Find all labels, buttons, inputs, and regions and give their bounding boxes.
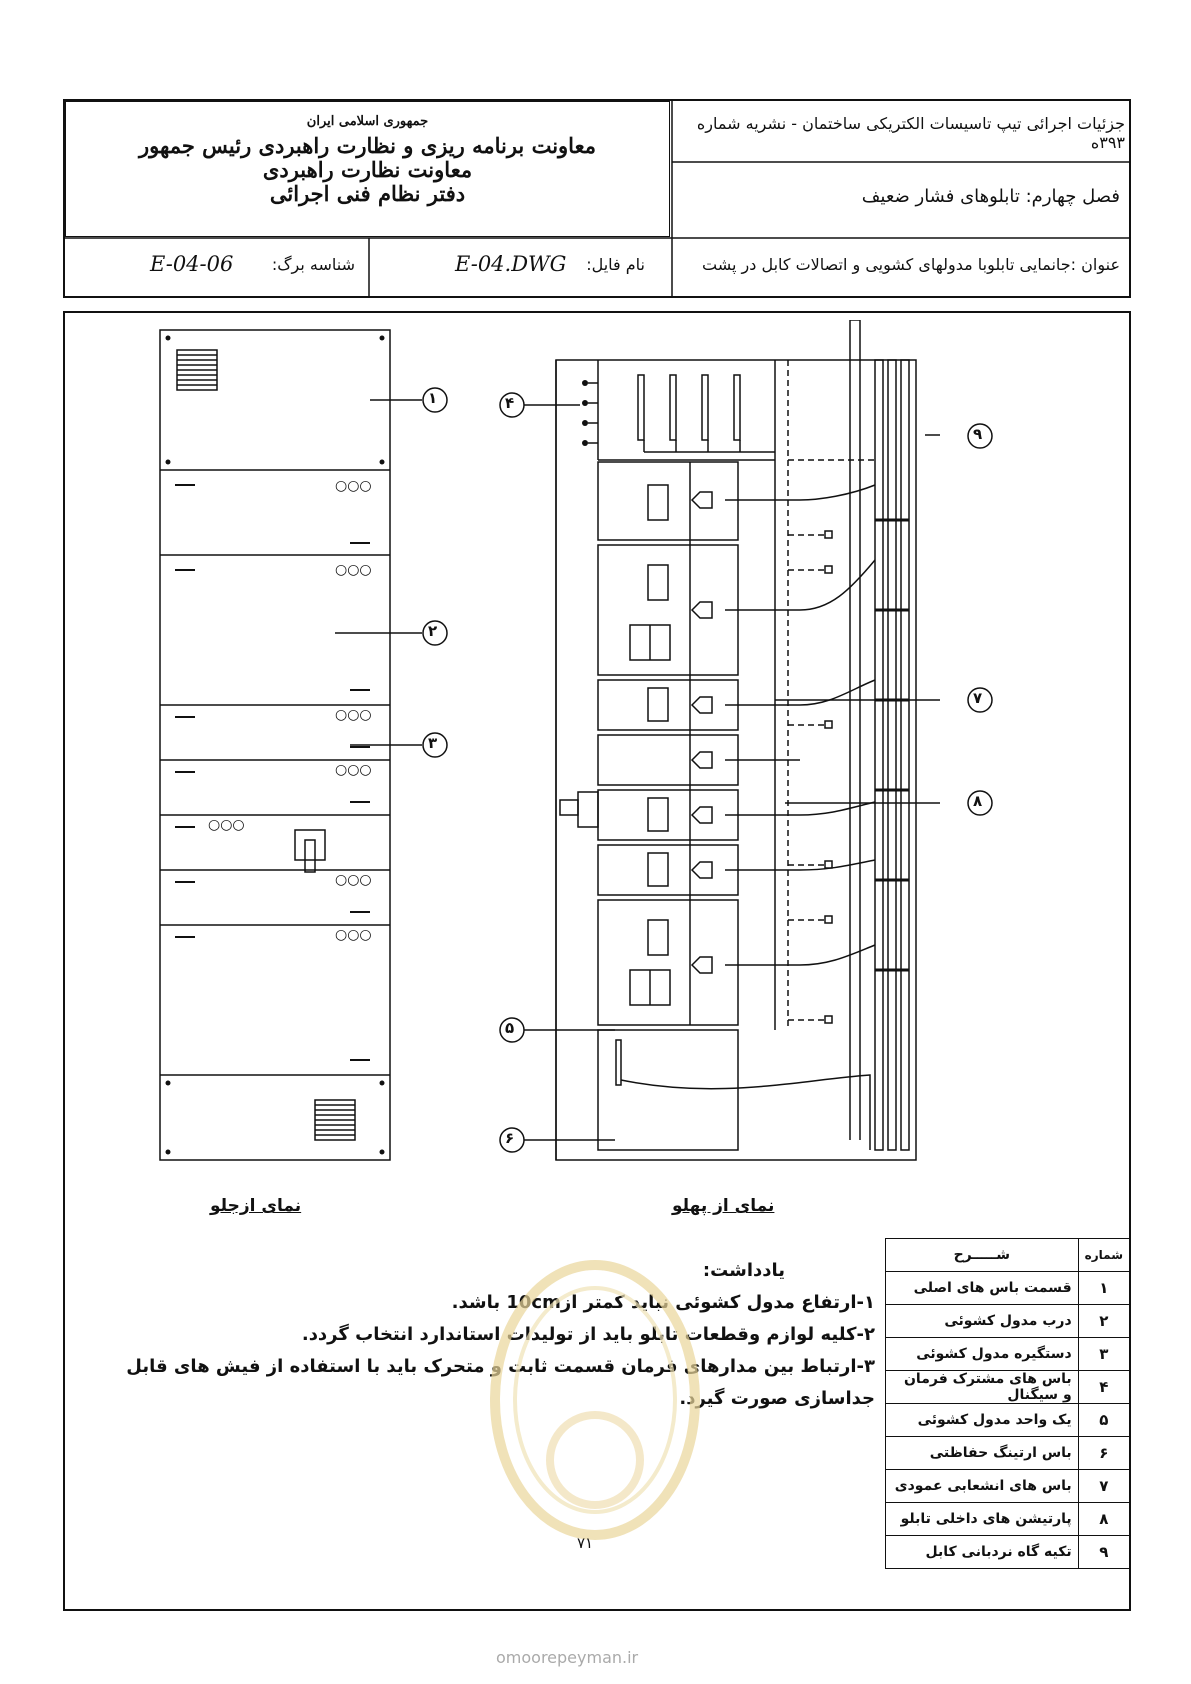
indicator-lamps: ○○○ — [335, 762, 372, 778]
callout-4: ۴ — [505, 394, 515, 412]
side-view-caption: نمای از پهلو — [672, 1196, 775, 1216]
org-line-1: معاونت برنامه ریزی و نظارت راهبردی رئیس جمهور — [139, 133, 596, 158]
legend-desc: باس های مشترک فرمان و سیگنال — [886, 1371, 1079, 1404]
legend-num: ۹ — [1078, 1536, 1129, 1569]
indicator-lamps: ○○○ — [335, 707, 372, 723]
legend-desc: یک واحد مدول کشوئی — [886, 1404, 1079, 1437]
watermark-url: omoorepeyman.ir — [496, 1648, 639, 1667]
indicator-lamps: ○○○ — [335, 562, 372, 578]
legend-desc: تکیه گاه نردبانی کابل — [886, 1536, 1079, 1569]
callout-8: ۸ — [973, 792, 983, 810]
legend-row — [886, 1470, 1130, 1503]
legend-header-num: شماره — [1078, 1239, 1129, 1272]
legend-row — [886, 1503, 1130, 1536]
indicator-lamps: ○○○ — [335, 927, 372, 943]
indicator-lamps: ○○○ — [208, 817, 245, 833]
chapter-title: فصل چهارم: تابلوهای فشار ضعیف — [861, 186, 1120, 207]
legend-num: ۱ — [1078, 1272, 1129, 1305]
side-view — [520, 320, 940, 1230]
notes-title: یادداشت: — [702, 1260, 785, 1281]
front-view-caption: نمای ازجلو — [210, 1196, 302, 1216]
subject-title: عنوان :جانمایی تابلوبا مدولهای کشویی و اتصالات کابل در پشت — [701, 255, 1120, 274]
callout-6: ۶ — [505, 1129, 515, 1147]
legend-num: ۶ — [1078, 1437, 1129, 1470]
legend-num: ۲ — [1078, 1305, 1129, 1338]
sheet-value: E-04-06 — [150, 252, 234, 276]
legend-num: ۵ — [1078, 1404, 1129, 1437]
legend-row — [886, 1536, 1130, 1569]
org-line-2: معاونت نظارت راهبردی — [262, 157, 473, 182]
indicator-lamps: ○○○ — [335, 478, 372, 494]
legend-desc: باس های انشعابی عمودی — [886, 1470, 1079, 1503]
org-line-3: دفتر نظام فنی اجرائی — [269, 181, 466, 206]
legend-header-desc: شـــــرح — [886, 1239, 1079, 1272]
watermark-seal-icon — [485, 1255, 705, 1555]
legend-header-row — [886, 1239, 1130, 1272]
note-2: ۲-کلیه لوازم وقطعات تابلو باید از تولیدات استاندارد انتخاب گردد. — [301, 1324, 875, 1345]
legend-table — [885, 1238, 1130, 1569]
file-value: E-04.DWG — [455, 252, 567, 276]
legend-row — [886, 1272, 1130, 1305]
legend-desc: قسمت باس های اصلی — [886, 1272, 1079, 1305]
legend-row — [886, 1338, 1130, 1371]
legend-row — [886, 1371, 1130, 1404]
publication-title: جزئیات اجرائی تیپ تاسیسات الکتریکی ساختمان - نشریه شماره ۳۹۳ه — [696, 114, 1125, 152]
legend-num: ۸ — [1078, 1503, 1129, 1536]
callout-9: ۹ — [973, 425, 983, 443]
callout-7: ۷ — [973, 689, 983, 707]
legend-row — [886, 1437, 1130, 1470]
legend-desc: پارتیشن های داخلی تابلو — [886, 1503, 1079, 1536]
legend-row — [886, 1305, 1130, 1338]
note-3: ۳-ارتباط بین مدارهای فرمان قسمت ثابت و متحرک باید با استفاده از فیش های قابل جداسازی صورت گیرد. — [126, 1356, 875, 1409]
org-line-0: جمهوری اسلامی ایران — [306, 114, 429, 129]
notes-block — [85, 1255, 875, 1415]
callout-2: ۲ — [428, 622, 438, 640]
page-number: ۷۱ — [577, 1534, 594, 1552]
legend-num: ۷ — [1078, 1470, 1129, 1503]
callout-5: ۵ — [505, 1019, 515, 1037]
legend-num: ۴ — [1078, 1371, 1129, 1404]
legend-desc: درب مدول کشوئی — [886, 1305, 1079, 1338]
indicator-lamps: ○○○ — [335, 872, 372, 888]
note-1: ۱-ارتفاع مدول کشوئی نباید کمتر از10cm باشد. — [451, 1292, 875, 1313]
legend-row — [886, 1404, 1130, 1437]
legend-desc: دستگیره مدول کشوئی — [886, 1338, 1079, 1371]
legend-desc: باس ارتینگ حفاظتی — [886, 1437, 1079, 1470]
callout-1: ۱ — [428, 389, 438, 407]
file-label: نام فایل: — [586, 255, 645, 274]
callout-3: ۳ — [428, 734, 438, 752]
sheet-label: شناسه برگ: — [271, 255, 355, 274]
legend-num: ۳ — [1078, 1338, 1129, 1371]
